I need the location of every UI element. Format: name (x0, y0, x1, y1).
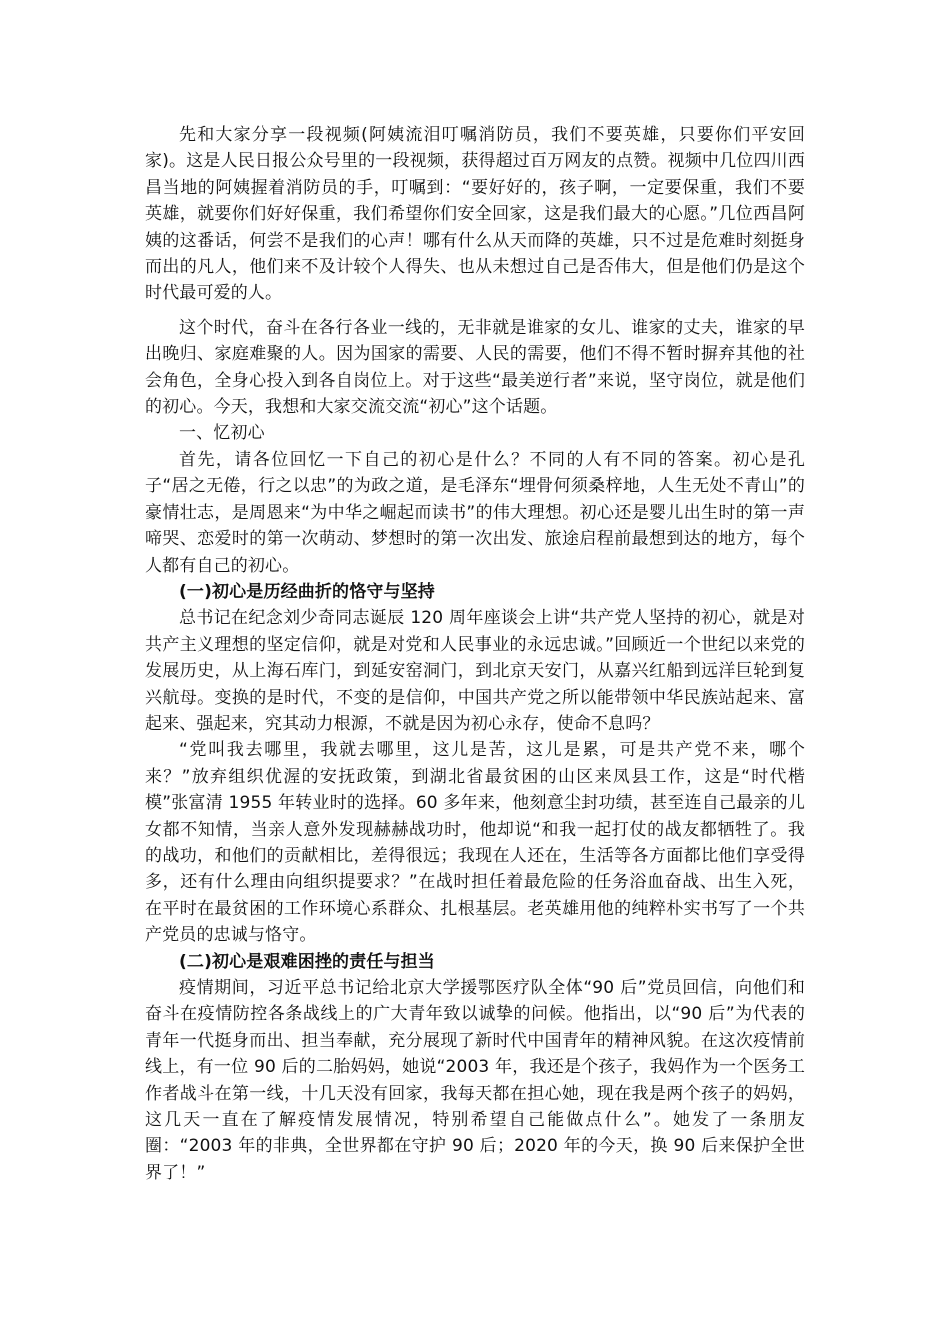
document-page (145, 122, 805, 1186)
paragraph-post90s: 疫情期间，习近平总书记给北京大学援鄂医疗队全体“90 后”党员回信，向他们和奋斗在疫情防控各条战线上的广大青年致以诚挚的问候。他指出，以“90 后”为代表的青年一代挺身而出、担当奉献，充分展现了新时代中国青年的精神风貌。在这次疫情前线上，有一位 90 后的二胎妈妈，她说“2003 年，我还是个孩子，我妈作为一个医务工作者战斗在第一线，十几天没有回家，我每天都在担心她，现在我是两个孩子的妈妈，这几天一直在了解疫情发展情况，特别希望自己能做点什么”。她发了一条朋友圈：“2003 年的非典，全世界都在守护 90 后；2020 年的今天，换 90 后来保护全世界了！” (145, 978, 805, 1183)
paragraph-recall-original-aspiration: 首先，请各位回忆一下自己的初心是什么？不同的人有不同的答案。初心是孔子“居之无倦，行之以忠”的为政之道，是毛泽东“埋骨何须桑梓地，人生无处不青山”的豪情壮志，是周恩来“为中华之崛起而读书”的伟大理想。初心还是婴儿出生时的第一声啼哭、恋爱时的第一次萌动、梦想时的第一次出发、旅途启程前最想到达的地方，每个人都有自己的初心。 (145, 449, 805, 576)
paragraph-era: 这个时代，奋斗在各行各业一线的，无非就是谁家的女儿、谁家的丈夫，谁家的早出晚归、家庭难聚的人。因为国家的需要、人民的需要，他们不得不暂时摒弃其他的社会角色，全身心投入到各自岗位上。对于这些“最美逆行者”来说，坚守岗位，就是他们的初心。今天，我想和大家交流交流“初心”这个话题。 (145, 317, 805, 418)
subheading-two: (二)初心是艰难困挫的责任与担当 (179, 951, 435, 972)
paragraph-intro-video: 先和大家分享一段视频(阿姨流泪叮嘱消防员，我们不要英雄，只要你们平安回家)。这是人民日报公众号里的一段视频，获得超过百万网友的点赞。视频中几位四川西昌当地的阿姨握着消防员的手，叮嘱到：“要好好的，孩子啊，一定要保重，我们不要英雄，就要你们好好保重，我们希望你们安全回家，这是我们最大的心愿。”几位西昌阿姨的这番话，何尝不是我们的心声！哪有什么从天而降的英雄，只不过是危难时刻挺身而出的凡人，他们来不及计较个人得失、也从未想过自己是否伟大，但是他们仍是这个时代最可爱的人。 (145, 125, 805, 304)
paragraph-party-history: 总书记在纪念刘少奇同志诞辰 120 周年座谈会上讲“共产党人坚持的初心，就是对共产主义理想的坚定信仰，就是对党和人民事业的永远忠诚。”回顾近一个世纪以来党的发展历史，从上海石库门，到延安窑洞门，到北京天安门，从嘉兴红船到远洋巨轮到复兴航母。变换的是时代，不变的是信仰，中国共产党之所以能带领中华民族站起来、富起来、强起来，究其动力根源，不就是因为初心永存，使命不息吗？ (145, 608, 805, 734)
section-heading-recall: 一、忆初心 (179, 423, 265, 444)
paragraph-zhang-fuqing: “党叫我去哪里，我就去哪里，这儿是苦，这儿是累，可是共产党不来，哪个来？”放弃组织优渥的安抚政策，到湖北省最贫困的山区来凤县工作，这是“时代楷模”张富清 1955 年转业时的选择。60 多年来，他刻意尘封功绩，甚至连自己最亲的儿女都不知情，当亲人意外发现赫赫战功时，他却说“和我一起打仗的战友都牺牲了。我的战功，和他们的贡献相比，差得很远；我现在人还在，生活等各方面都比他们享受得多，还有什么理由向组织提要求？”在战时担任着最危险的任务浴血奋战、出生入死，在平时在最贫困的工作环境心系群众、扎根基层。老英雄用他的纯粹朴实书写了一个共产党员的忠诚与恪守。 (145, 740, 805, 946)
subheading-one: (一)初心是历经曲折的恪守与坚持 (179, 581, 435, 602)
